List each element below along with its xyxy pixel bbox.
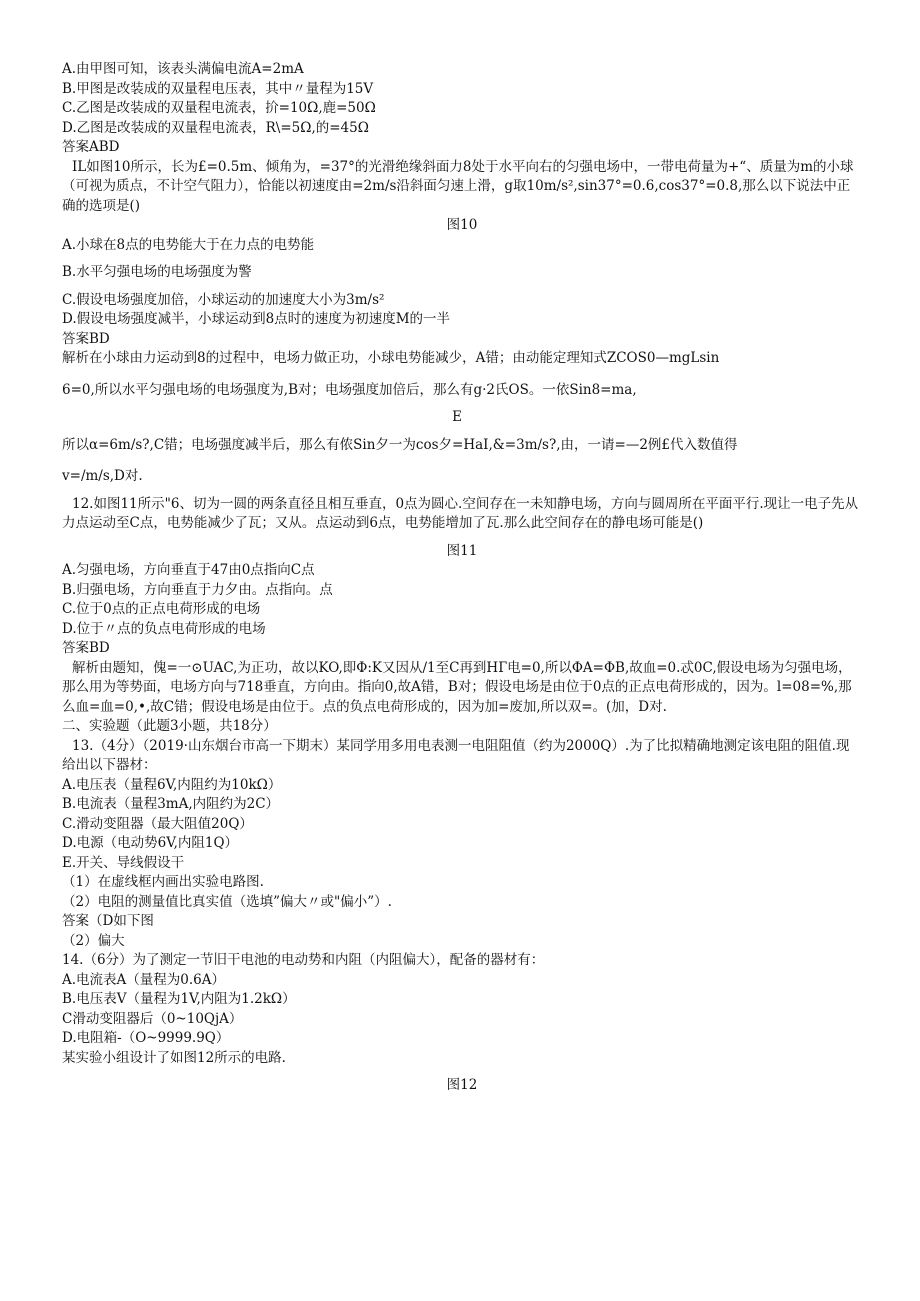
text-line: 某实验小组设计了如图12所示的电路. bbox=[62, 1049, 286, 1066]
option-a: A.小球在8点的电势能大于在力点的电势能 bbox=[62, 236, 315, 253]
equipment-a: A.电流表A（量程为0.6A） bbox=[62, 971, 226, 988]
sub-question-2: （2）电阻的测量值比真实值（选填”偏大〃或"偏小”）. bbox=[62, 893, 392, 910]
option-c: C.假设电场强度加倍，小球运动的加速度大小为3m/s² bbox=[62, 291, 385, 308]
option-b: B.归强电场，方向垂直于力夕由。点指向。点 bbox=[62, 581, 333, 598]
option-c: C.位于0点的正点电荷形成的电场 bbox=[62, 601, 261, 617]
answer: 答案（D如下图 bbox=[62, 913, 154, 929]
question-12: 12.如图11所示"6、切为一圆的两条直径且相互垂直，0点为圆心.空间存在一未知静电场，方向与圆周所在平面平行.现让一电子先从力点运动至C点，电势能减少了瓦；又从。点运动到6点，电势能增加了瓦.那么此空间存在的静电场可能是() bbox=[62, 495, 859, 531]
equipment-b: B.电流表（量程3mA,内阻约为2C） bbox=[62, 796, 280, 812]
question-13: 13.（4分）（2019·山东烟台市高一下期末）某同学用多用电表测一电阻阻值（约为2000Q）.为了比拟精确地测定该电阻的阻值.现给出以下器材： bbox=[62, 737, 850, 773]
question-11: IL如图10所示，长为£=0.5m、倾角为，=37°的光滑绝缘斜面力8处于水平向右的匀强电场中，一带电荷量为+“、质量为m的小球（可视为质点，不计空气阻力），恰能以初速度由=2m/s沿斜面匀速上滑，g取10m/s²,sin37°=0.6,cos37°=0.8,那么以下说法中正确的选项是() bbox=[62, 158, 854, 214]
analysis: 解析在小球由力运动到8的过程中，电场力做正功，小球电势能减少，A错；由动能定理知式ZCOS0—mgLsin bbox=[62, 350, 720, 366]
formula-symbol: E bbox=[452, 409, 462, 425]
figure-caption: 图11 bbox=[446, 542, 478, 559]
equipment-c: C滑动变阻器后（0~10QjA） bbox=[62, 1010, 243, 1027]
equipment-d: D.电源（电动势6V,内阻1Q） bbox=[62, 835, 239, 851]
analysis: 所以α=6m/s?,C错；电场强度减半后，那么有侬Sin夕一为cos夕=HaI,&=3m/s?,由，一请=—2例£代入数值得 bbox=[62, 436, 738, 453]
equipment-b: B.电压表V（量程为1V,内阻为1.2kΩ） bbox=[62, 991, 296, 1007]
section-heading: 二、实验题（此题3小题，共18分） bbox=[62, 718, 277, 734]
analysis: 6=0,所以水平匀强电场的电场强度为,B对；电场强度加倍后，那么有g·2氏OS。一依Sin8=ma, bbox=[62, 381, 637, 398]
answer: （2）偏大 bbox=[62, 932, 125, 949]
answer: 答案BD bbox=[62, 330, 110, 347]
option-d: D.乙图是改装成的双量程电流表，R\=5Ω,的=45Ω bbox=[62, 119, 369, 136]
option-a: A.匀强电场，方向垂直于47由0点指向C点 bbox=[62, 562, 315, 578]
figure-caption: 图10 bbox=[446, 217, 478, 233]
equipment-d: D.电阻箱-（O~9999.9Q） bbox=[62, 1030, 230, 1046]
option-a: A.由甲图可知，该表头满偏电流A=2mA bbox=[62, 61, 304, 77]
answer: 答案ABD bbox=[62, 139, 120, 155]
option-c: C.乙图是改装成的双量程电流表，扴=10Ω,鹿=50Ω bbox=[62, 100, 376, 116]
option-d: D.位于〃点的负点电荷形成的电场 bbox=[62, 620, 266, 637]
analysis: 解析由题知，傀=一⊙UAC,为正功，故以KO,即Φ:K又因从/1至C再到HГ电=0,所以ΦA=ΦB,故血=0.忒0C,假设电场为匀强电场，那么用为等势面，电场方向与718垂直，方向由。指向0,故A错，B对；假设电场是由位于0点的正点电荷形成的，因为。l=08=%,那么血=血=0,•,故C错；假设电场是由位于。点的负点电荷形成的，因为加=废加,所以双=。(加，D对. bbox=[62, 659, 852, 715]
equipment-c: C.滑动变阻器（最大阻值20Q） bbox=[62, 815, 253, 832]
equipment-a: A.电压表（量程6V,内阻约为10kΩ） bbox=[62, 776, 282, 793]
option-b: B.水平匀强电场的电场强度为警 bbox=[62, 264, 252, 280]
equipment-e: E.开关、导线假设干 bbox=[62, 854, 185, 871]
analysis: v=/m/s,D对. bbox=[62, 468, 143, 484]
option-b: B.甲图是改装成的双量程电压表，其中〃量程为15V bbox=[62, 80, 374, 97]
sub-question-1: （1）在虚线框内画出实验电路图. bbox=[62, 874, 264, 890]
document-page bbox=[62, 60, 862, 1096]
option-d: D.假设电场强度减半，小球运动到8点时的速度为初速度M的一半 bbox=[62, 311, 451, 327]
figure-caption: 图12 bbox=[446, 1077, 478, 1093]
answer: 答案BD bbox=[62, 640, 110, 656]
question-14: 14.（6分）为了测定一节旧干电池的电动势和内阻（内阻偏大），配备的器材有： bbox=[62, 952, 545, 968]
